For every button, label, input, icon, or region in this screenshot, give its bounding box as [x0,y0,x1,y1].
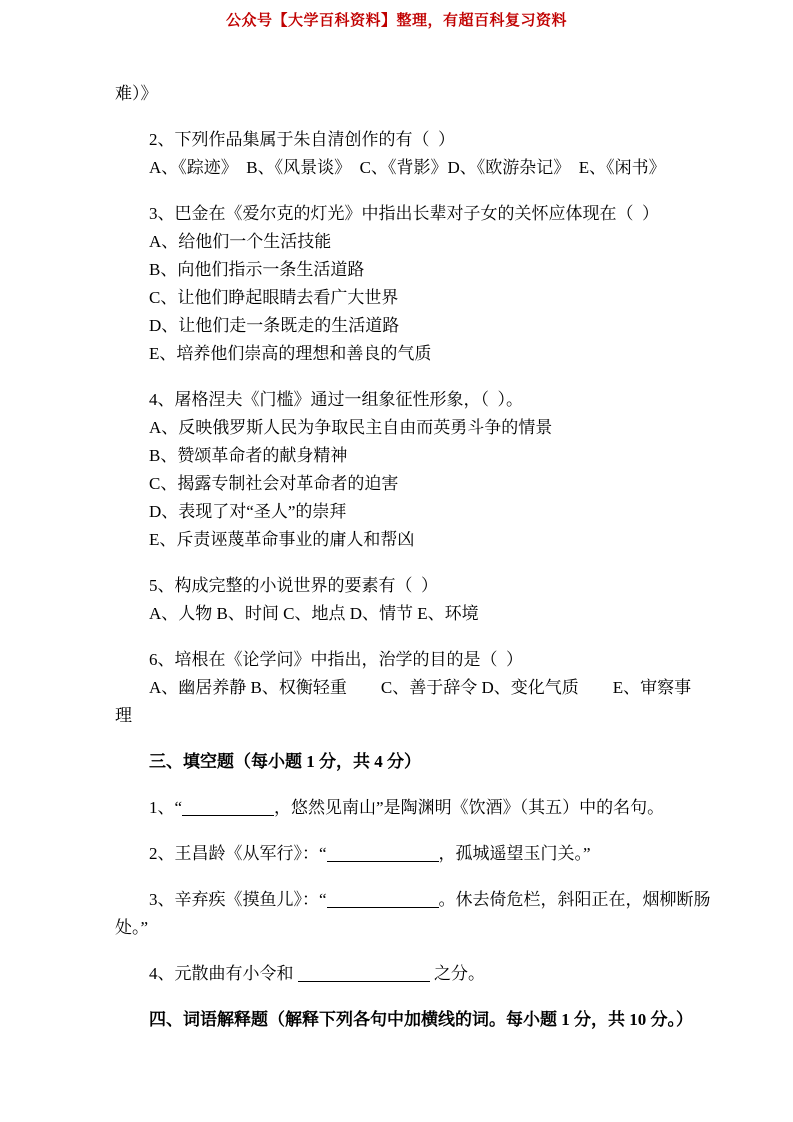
option-3e [115,340,678,368]
question-5 [115,572,678,600]
option-4a [115,414,678,442]
blank-underline [182,801,274,816]
option-4b [115,442,678,470]
text-span: 。休去倚危栏，斜阳正在，烟柳断肠 [438,890,711,909]
text-span: 3、辛弃疾《摸鱼儿》：“ [149,890,327,909]
options-6 [115,674,692,702]
options-5 [115,600,678,628]
page-header: 公众号【大学百科资料】整理，有超百科复习资料 [225,13,567,29]
text-span: E、培养他们崇高的理想和善良的气质 [149,344,432,363]
option-4e [115,526,678,554]
option-3d [115,312,678,340]
options-2 [115,154,678,182]
text-span: D、让他们走一条既走的生活道路 [149,316,400,335]
text-span: ，悠然见南山”是陶渊明《饮酒》（其五）中的名句。 [274,798,665,817]
text-span: D、表现了对“圣人”的崇拜 [149,502,347,521]
text-span: A、幽居养静 B、权衡轻重 C、善于辞令 D、变化气质 E、审察事 [149,678,692,697]
fill-in-3-wrap [115,914,678,942]
blank-underline [298,967,430,982]
options-6-wrap [115,702,678,730]
text-span: B、向他们指示一条生活道路 [149,260,365,279]
section-3-heading [115,748,678,776]
text-span: 之分。 [429,964,485,983]
text-span: 4、元散曲有小令和 [149,964,298,983]
document-body [0,80,793,1034]
text-span: 四、词语解释题（解释下列各句中加横线的词。每小题 1 分，共 10 分。） [149,1010,693,1029]
text-span: 4、屠格涅夫《门槛》通过一组象征性形象，（ ）。 [149,390,523,409]
text-span: 理 [115,706,132,725]
question-4 [115,386,678,414]
continuation-line [115,80,678,108]
text-span: A、人物 B、时间 C、地点 D、情节 E、环境 [149,604,479,623]
text-span: A、给他们一个生活技能 [149,232,332,251]
blank-underline [327,893,439,908]
option-4c [115,470,678,498]
question-3 [115,200,678,228]
blank-underline [327,847,439,862]
fill-in-3 [115,886,711,914]
fill-in-2 [115,840,678,868]
text-span: 6、培根在《论学问》中指出，治学的目的是（ ） [149,650,523,669]
option-4d [115,498,678,526]
text-span: A、反映俄罗斯人民为争取民主自由而英勇斗争的情景 [149,418,553,437]
option-3b [115,256,678,284]
text-span: 1、“ [149,798,183,817]
option-3c [115,284,678,312]
text-span: C、让他们睁起眼睛去看广大世界 [149,288,399,307]
question-6 [115,646,678,674]
option-3a [115,228,678,256]
fill-in-4 [115,960,678,988]
text-span: ，孤城遥望玉门关。” [438,844,591,863]
text-span: E、斥责诬蔑革命事业的庸人和帮凶 [149,530,415,549]
text-span: 处。” [115,918,149,937]
question-2 [115,126,678,154]
text-span: 2、王昌龄《从军行》：“ [149,844,327,863]
text-span: 难）》 [115,84,158,103]
text-span: 3、巴金在《爱尔克的灯光》中指出长辈对子女的关怀应体现在（ ） [149,204,659,223]
fill-in-1 [115,794,678,822]
text-span: 5、构成完整的小说世界的要素有（ ） [149,576,438,595]
text-span: A、《踪迹》 B、《风景谈》 C、《背影》D、《欧游杂记》 E、《闲书》 [149,158,666,177]
text-span: 三、填空题（每小题 1 分，共 4 分） [149,752,421,771]
text-span: B、赞颂革命者的献身精神 [149,446,348,465]
text-span: 2、下列作品集属于朱自清创作的有（ ） [149,130,455,149]
section-4-heading [115,1006,693,1034]
text-span: C、揭露专制社会对革命者的迫害 [149,474,399,493]
